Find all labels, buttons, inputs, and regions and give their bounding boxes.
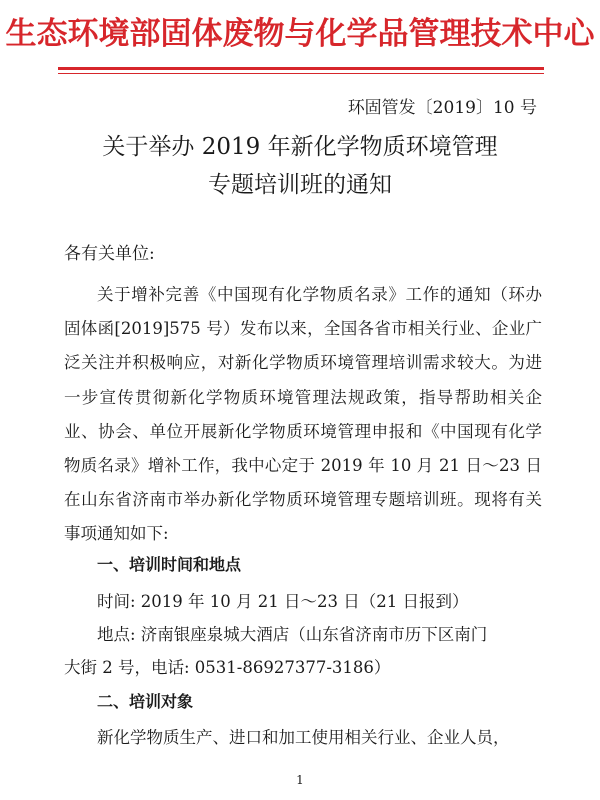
- document-title-line-1: 关于举办 2019 年新化学物质环境管理: [102, 134, 498, 160]
- section-heading-training-time-location: 一、培训时间和地点: [97, 555, 242, 574]
- salutation: 各有关单位:: [64, 244, 155, 264]
- intro-paragraph: 关于增补完善《中国现有化学物质名录》工作的通知（环办固体函[2019]575 号）发布以来，全国各省市相关行业、企业广泛关注并积极响应，对新化学物质环境管理培训需求较大。为进一步宣传贯彻新化学物质环境管理法规政策，指导帮助相关企业、协会、单位开展新化学物质环境管理申报和《中国现有化学物质名录》增补工作，我中心定于 2019 年 10 月 21 日～23 日在山东省济南市举办新化学物质环境管理专题培训班。现将有关事项通知如下:: [64, 285, 542, 544]
- issuing-organization-header: 生态环境部固体废物与化学品管理技术中心: [5, 16, 595, 52]
- header-thin-rule: [58, 73, 544, 74]
- section-heading-training-audience: 二、培训对象: [97, 692, 194, 711]
- document-number: 环固管发〔2019〕10 号: [347, 98, 537, 118]
- header-thick-rule: [58, 67, 544, 70]
- training-location: 地点: 济南银座泉城大酒店（山东省济南市历下区南门: [97, 625, 488, 644]
- page-number: 1: [296, 773, 304, 787]
- document-title-line-2: 专题培训班的通知: [208, 172, 392, 198]
- training-time: 时间: 2019 年 10 月 21 日～23 日（21 日报到）: [97, 592, 469, 611]
- training-location-continued: 大街 2 号，电话: 0531-86927377-3186）: [64, 658, 391, 677]
- training-audience-text: 新化学物质生产、进口和加工使用相关行业、企业人员，: [97, 728, 510, 747]
